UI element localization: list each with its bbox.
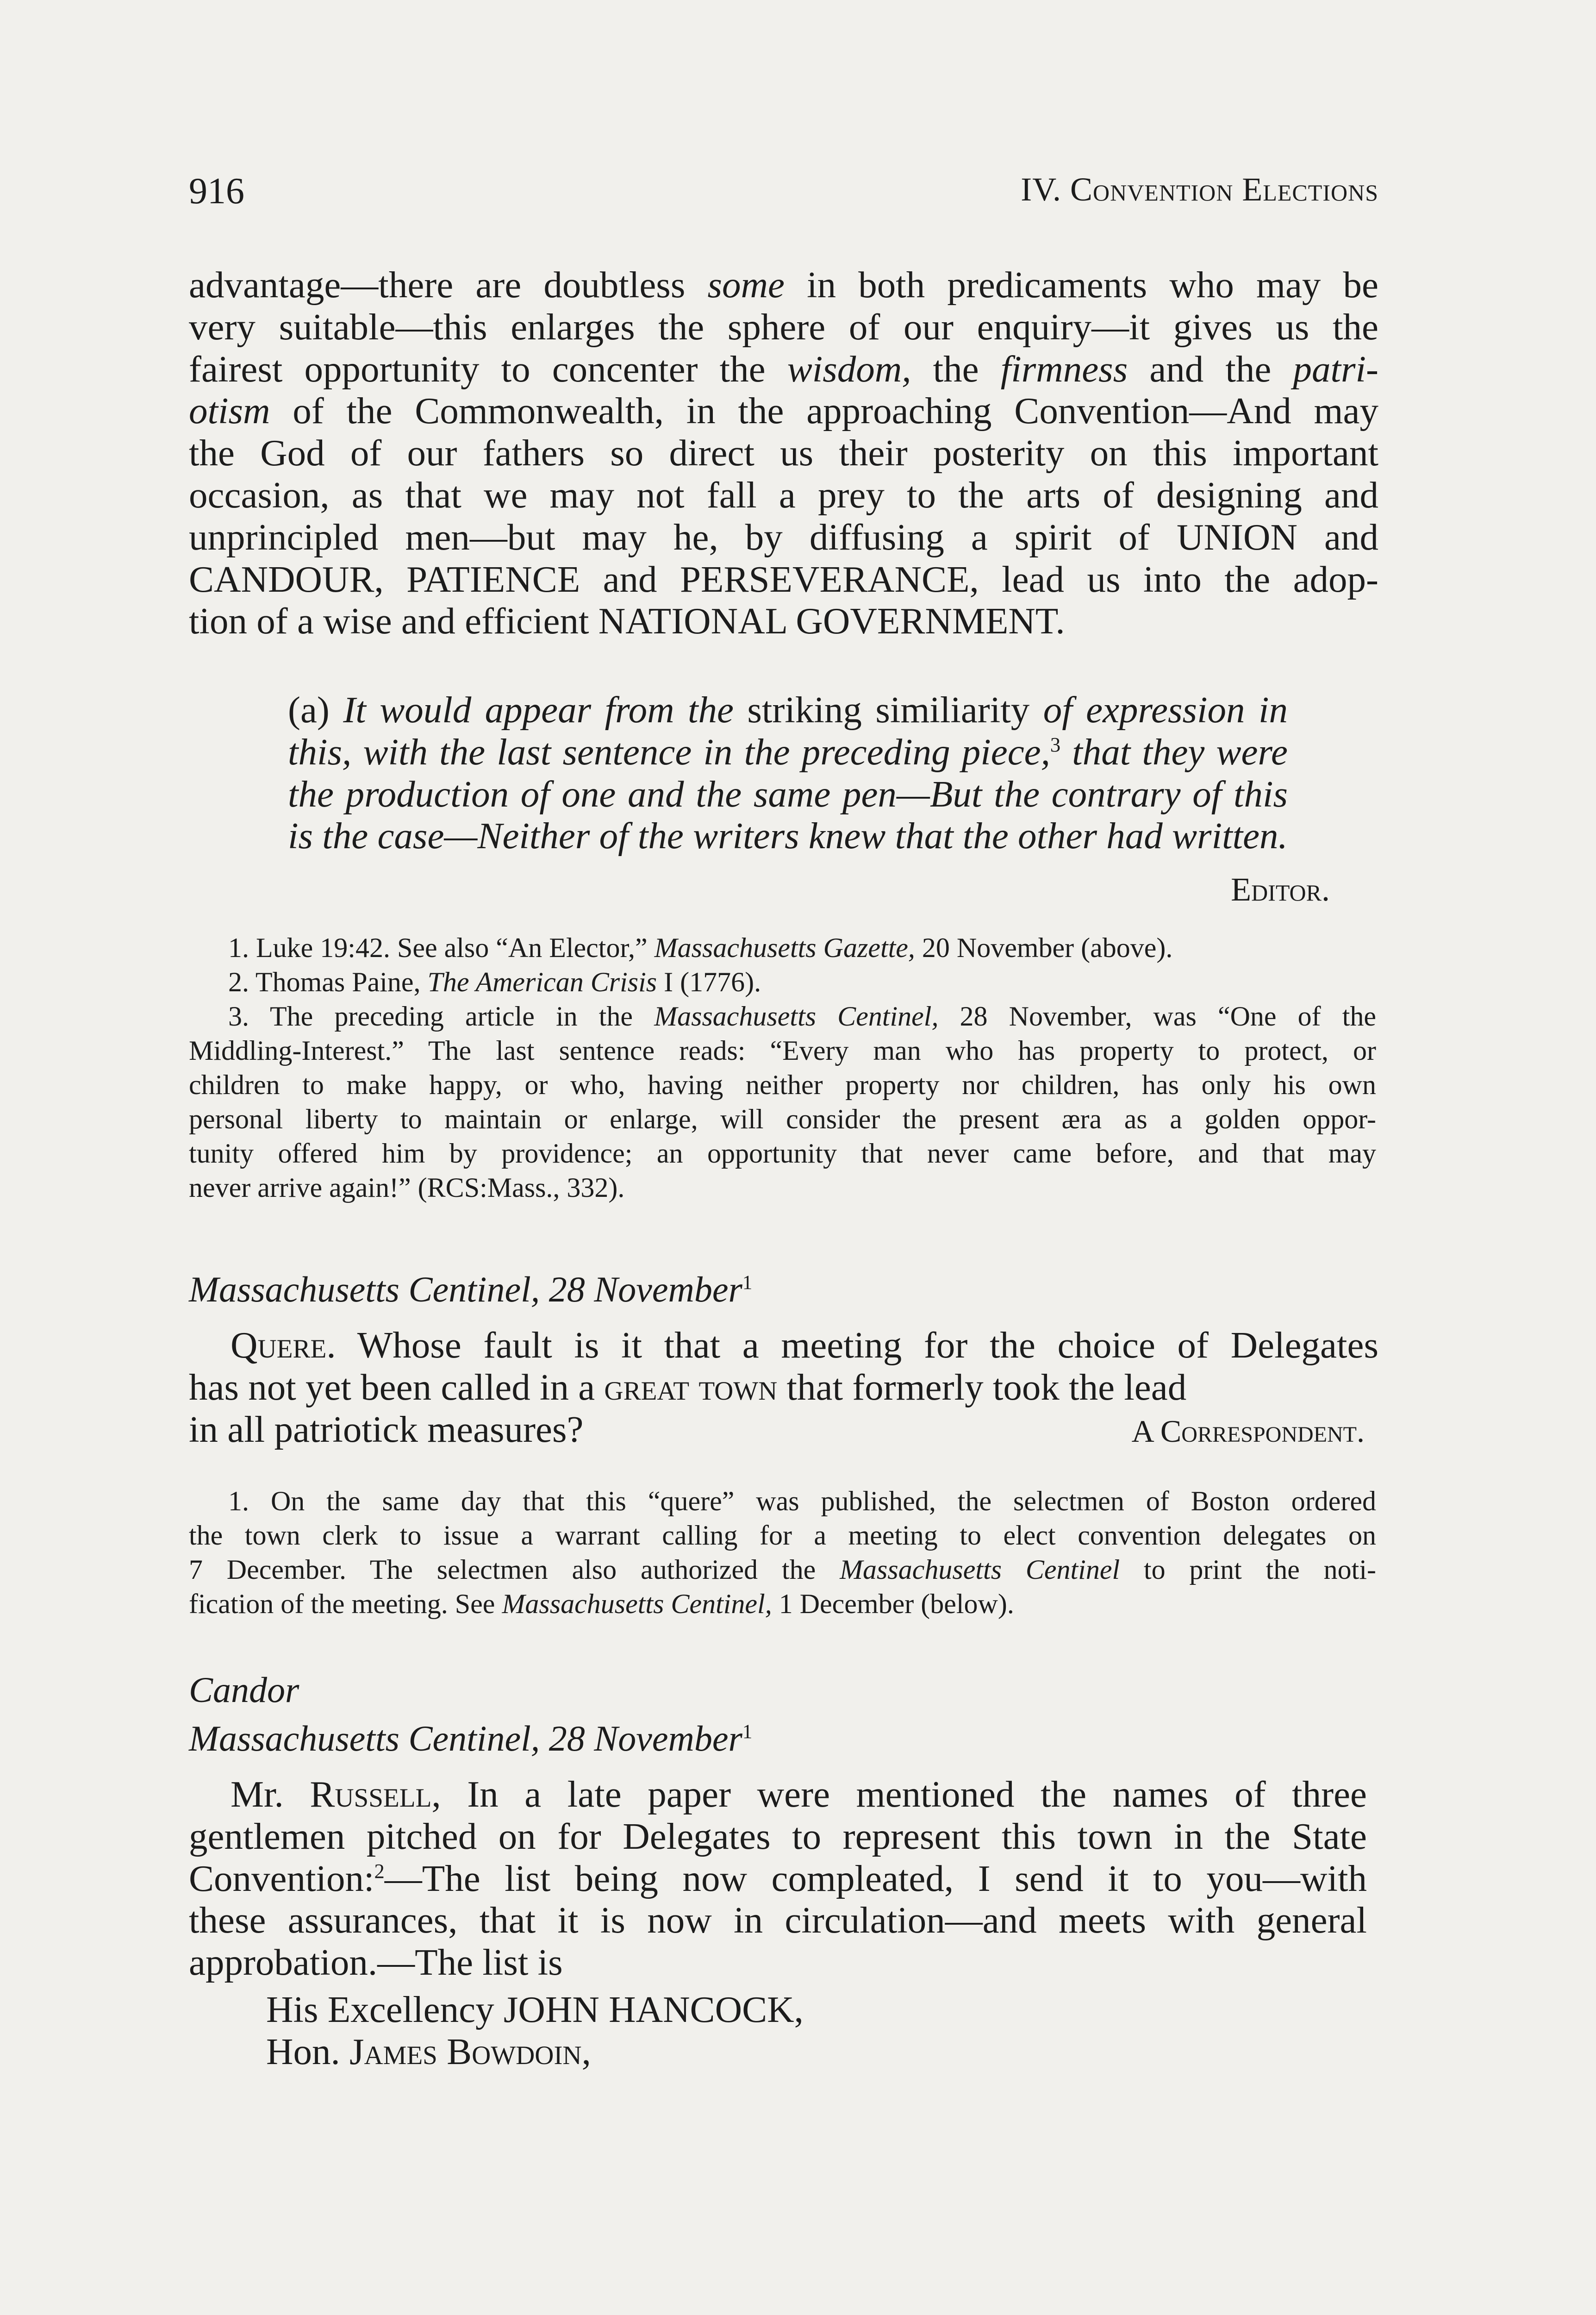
text-line xyxy=(288,773,1288,815)
quere-signature: A Correspondent. xyxy=(1131,1413,1365,1449)
text-line: Mr. Russell, In a late paper were mentioned the names of three xyxy=(231,1773,1367,1815)
italic-run: It would appear from the xyxy=(343,689,734,731)
candor-list xyxy=(266,1989,1284,2073)
italic-run: some xyxy=(707,264,785,306)
text-line: Convention:$^2$—The list being now compleated, I send it to you—with xyxy=(189,1857,1367,1899)
text-line: fication of the meeting. See Massachusetts Centinel, 1 December (below). xyxy=(189,1589,1014,1619)
italic-run: that they were xyxy=(1060,731,1288,773)
text-line: tunity offered him by providence; an opportunity that never came before, and that may xyxy=(189,1138,1376,1169)
continuation-paragraph xyxy=(189,264,1378,642)
small-caps-run: James Bowdoin, xyxy=(349,2030,591,2072)
quere-last-line xyxy=(189,1408,1378,1452)
text-line xyxy=(288,815,1288,857)
italic-run: Massachusetts Centinel xyxy=(840,1554,1120,1585)
running-header: IV. Convention Elections xyxy=(1021,171,1378,208)
italic-run: wisdom, xyxy=(787,348,911,390)
text-line: otism of the Commonwealth, in the approaching Convention—And may xyxy=(189,390,1378,432)
text-line: gentlemen pitched on for Delegates to represent this town in the State xyxy=(189,1815,1367,1857)
text-line: 1. Luke 19:42. See also “An Elector,” Massachusetts Gazette, 20 November (above). xyxy=(228,932,1173,963)
candor-heading xyxy=(189,1718,752,1759)
text-line: children to make happy, or who, having neither property nor children, has only his own xyxy=(189,1070,1376,1100)
quere-heading-note-ref: 1 xyxy=(742,1272,753,1294)
text-line: the God of our fathers so direct us their posterity on this important xyxy=(189,432,1378,474)
footnote-3 xyxy=(189,999,1376,1205)
small-caps-run: Russell, xyxy=(310,1773,441,1815)
text-line: His Excellency JOHN HANCOCK, xyxy=(266,1989,804,2030)
text-line: personal liberty to maintain or enlarge, will consider the present æra as a golden oppor- xyxy=(189,1104,1376,1134)
text-line: occasion, as that we may not fall a prey to the arts of designing and xyxy=(189,474,1378,516)
editor-signature: Editor. xyxy=(1231,871,1330,908)
quere-heading-text: Massachusetts Centinel, 28 November xyxy=(189,1269,742,1309)
italic-run: otism xyxy=(189,390,270,432)
text-line: (a) It would appear from the striking similiarity of expression in xyxy=(288,689,1288,731)
text-line: 1. On the same day that this “quere” was published, the selectmen of Boston ordered xyxy=(228,1486,1376,1516)
quere-heading xyxy=(189,1269,752,1310)
text-line: these assurances, that it is now in circulation—and meets with general xyxy=(189,1899,1367,1941)
text-line: advantage—there are doubtless some in both predicaments who may be xyxy=(189,264,1378,306)
text-line: has not yet been called in a great town that formerly took the lead xyxy=(189,1366,1187,1408)
candor-paragraph xyxy=(189,1773,1367,1983)
italic-run: firmness xyxy=(1000,348,1128,390)
text-line: unprincipled men—but may he, by diffusing a spirit of UNION and xyxy=(189,516,1378,558)
note-reference: 2 xyxy=(374,1859,385,1883)
text-line: CANDOUR, PATIENCE and PERSEVERANCE, lead us into the adop- xyxy=(189,558,1378,600)
text-line: never arrive again!” (RCS:Mass., 332). xyxy=(189,1172,625,1203)
italic-run: Massachusetts Centinel, xyxy=(654,1001,939,1032)
footnotes-block-1 xyxy=(189,931,1376,1205)
text-line: the town clerk to issue a warrant calling for a meeting to elect convention delegates on xyxy=(189,1520,1376,1551)
page-number: 916 xyxy=(189,171,244,212)
candor-title: Candor xyxy=(189,1670,299,1710)
candor-heading-note-ref: 1 xyxy=(742,1721,753,1743)
italic-run: Massachusetts Gazette, xyxy=(654,932,915,963)
quere-paragraph xyxy=(189,1324,1378,1452)
text-line: fairest opportunity to concenter the wisdom, the firmness and the patri- xyxy=(189,348,1378,390)
text-line: approbation.—The list is xyxy=(189,1941,563,1983)
italic-run: is the case—Neither of the writers knew that the other had written. xyxy=(288,815,1288,857)
candor-heading-text: Massachusetts Centinel, 28 November xyxy=(189,1718,742,1758)
quere-footnote xyxy=(189,1484,1376,1621)
small-caps-run: Quere. xyxy=(231,1324,336,1366)
text-line: 7 December. The selectmen also authorized the Massachusetts Centinel to print the noti- xyxy=(189,1554,1376,1585)
footnote-2 xyxy=(189,965,1376,999)
text-line: 2. Thomas Paine, The American Crisis I (1776). xyxy=(228,967,761,997)
small-caps-run: great town xyxy=(604,1366,778,1408)
italic-run: Massachusetts Centinel, xyxy=(502,1589,772,1619)
note-reference: 3 xyxy=(1050,732,1061,756)
text-line: very suitable—this enlarges the sphere of our enquiry—it gives us the xyxy=(189,306,1378,348)
italic-run: of expression in xyxy=(1043,689,1288,731)
quere-lines xyxy=(189,1324,1378,1408)
editor-note xyxy=(288,689,1288,857)
text-line: Middling-Interest.” The last sentence reads: “Every man who has property to protect, or xyxy=(189,1035,1376,1066)
italic-run: patri- xyxy=(1293,348,1378,390)
quere-last-text: in all patriotick measures? xyxy=(189,1408,584,1450)
footnote-1 xyxy=(189,931,1376,965)
text-line: Hon. James Bowdoin, xyxy=(266,2030,591,2072)
text-line xyxy=(288,731,1288,773)
text-line: 3. The preceding article in the Massachusetts Centinel, 28 November, was “One of the xyxy=(228,1001,1376,1032)
text-line: Quere. Whose fault is it that a meeting for the choice of Delegates xyxy=(231,1324,1378,1366)
italic-run: The American Crisis xyxy=(427,967,657,997)
italic-run: the production of one and the same pen—But the contrary of this xyxy=(288,773,1288,815)
text-line: tion of a wise and efficient NATIONAL GOVERNMENT. xyxy=(189,600,1065,642)
italic-run: this, with the last sentence in the preceding piece, xyxy=(288,731,1050,773)
